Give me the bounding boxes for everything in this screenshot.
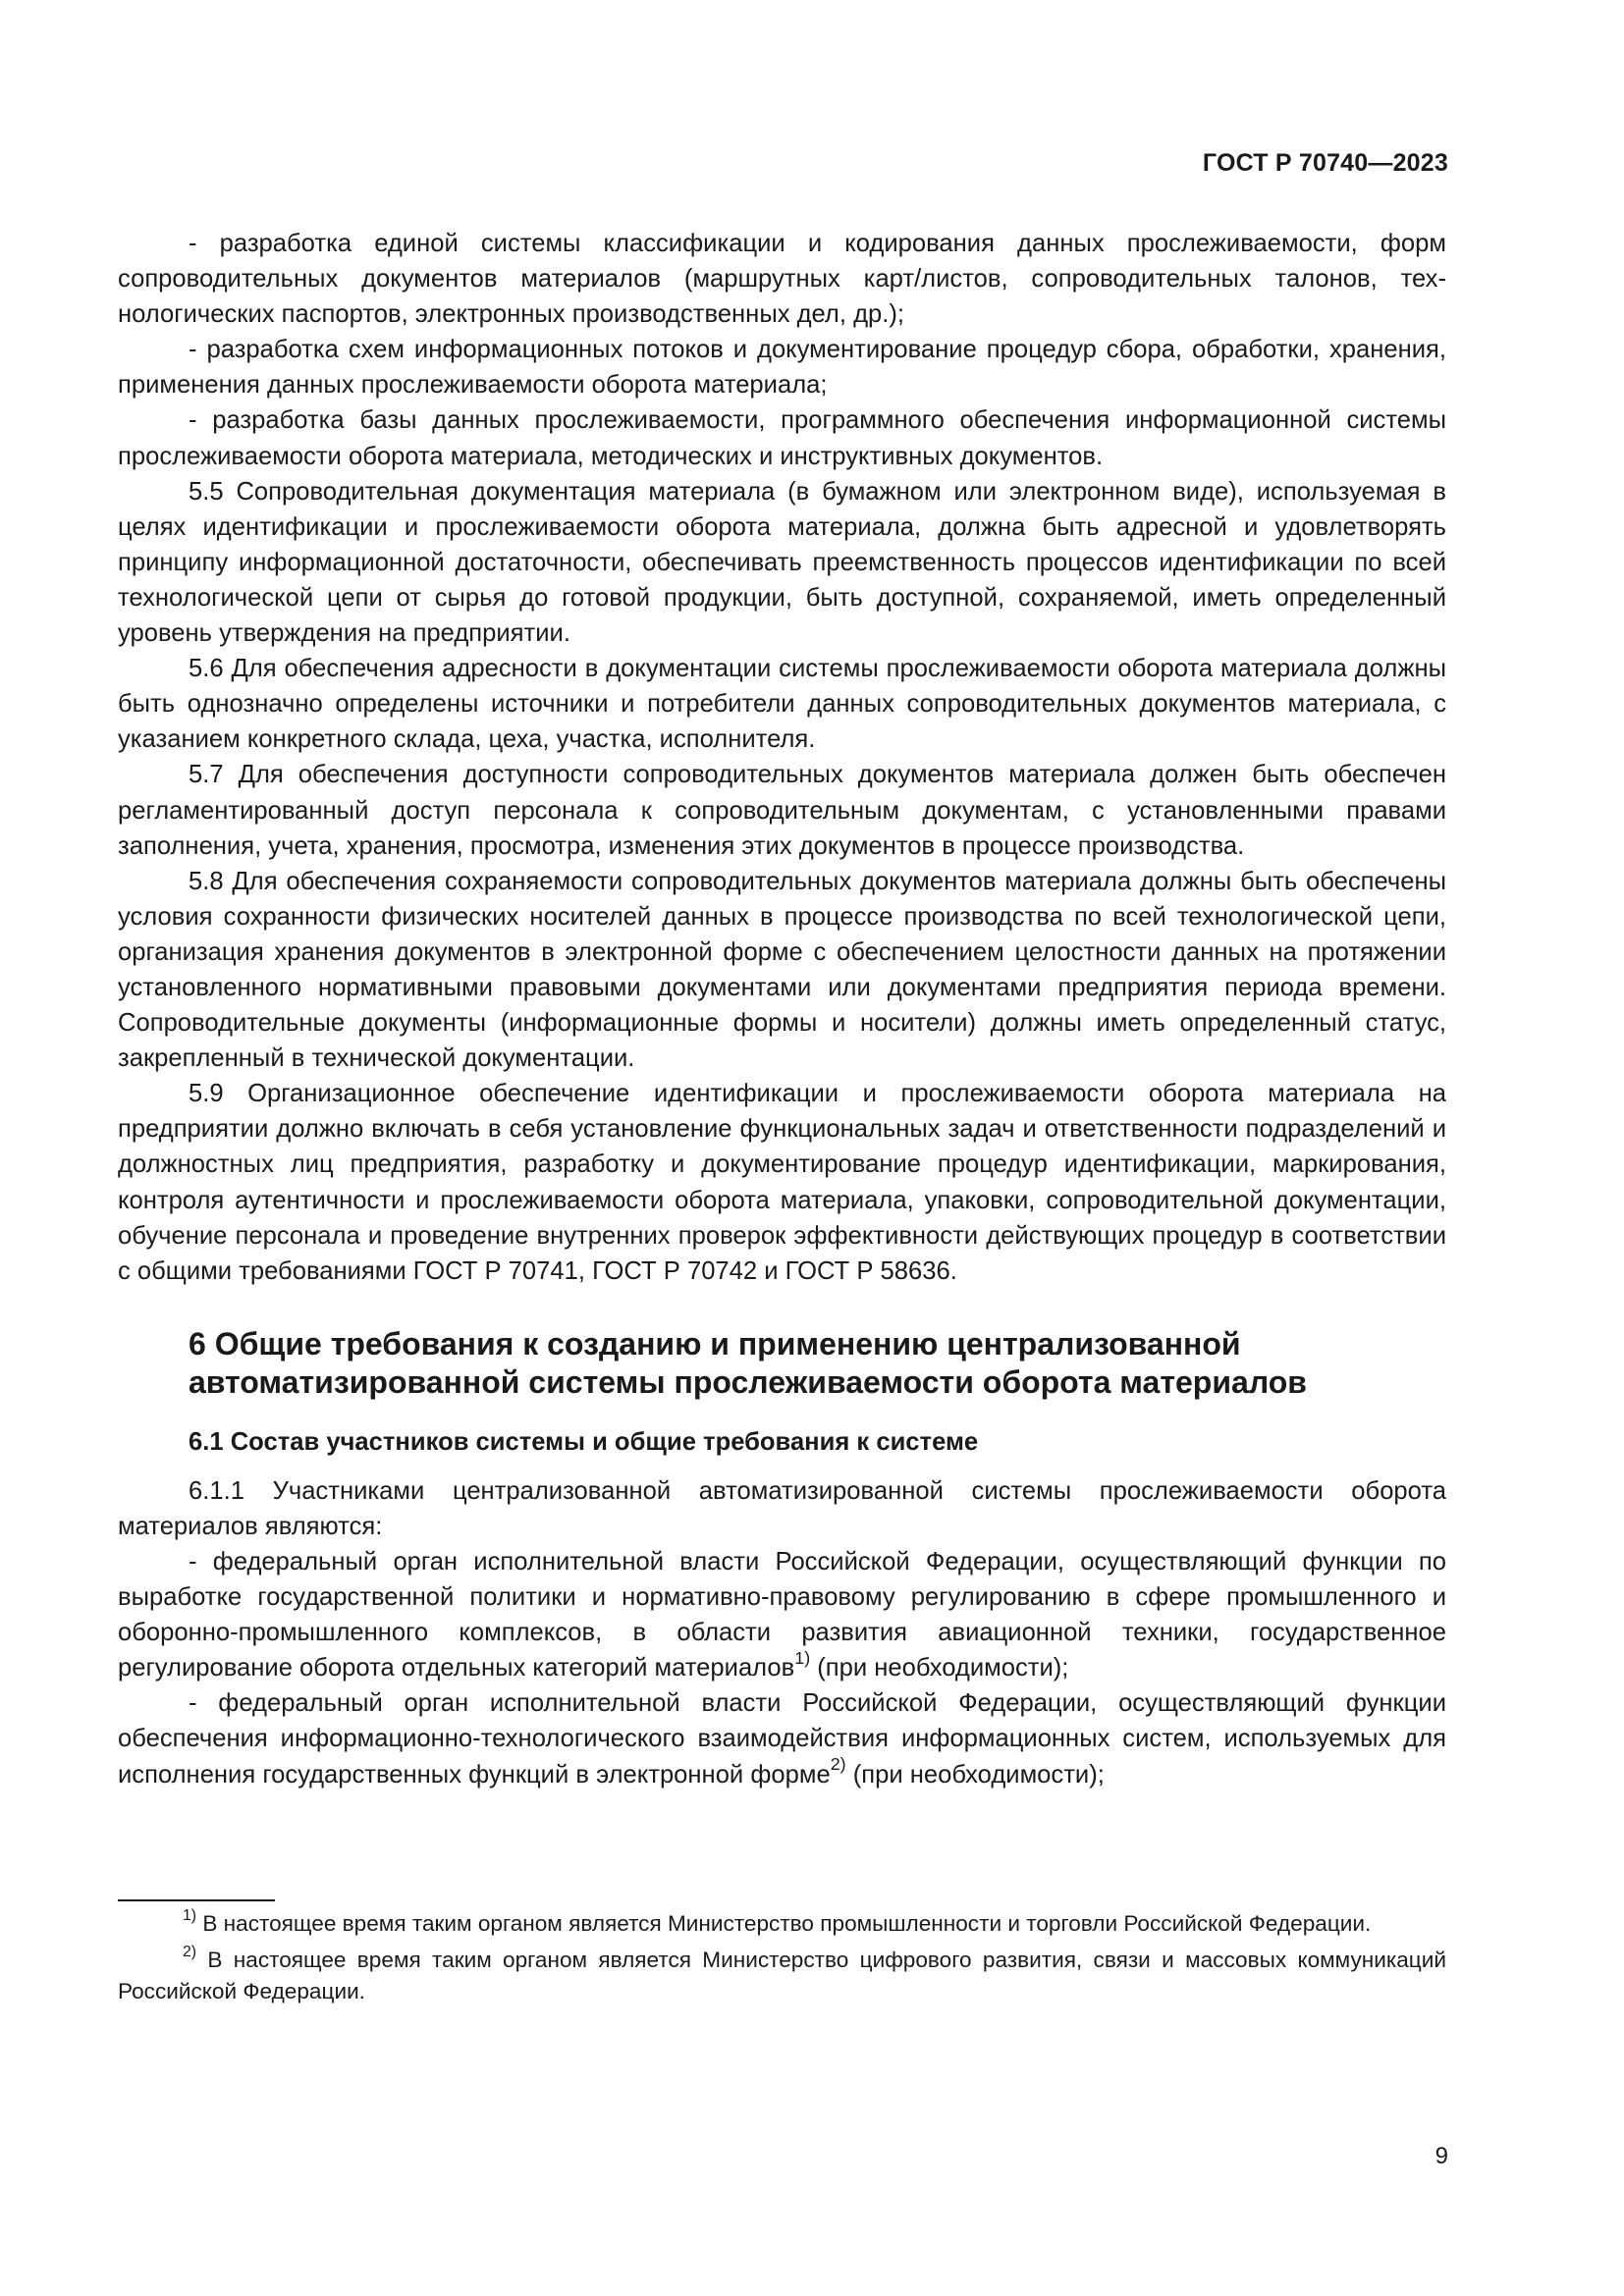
participant-item-2-text: - федеральный орган исполнительной власти Российской Федерации, осуществляющий функции обеспечения информационно-технологического взаимодействия информационных систем, используемых для исполнения государственных функций в электронной форме xyxy=(118,1689,1446,1789)
clause-5-6: 5.6 Для обеспечения адресности в документации системы прослеживаемости оборота материала должны быть однозначно определены источники и потребители данных сопроводительных документов материала, с указанием конкретного склада, цеха, участка, исполнителя. xyxy=(118,655,1446,754)
participant-item-1 xyxy=(118,1544,1446,1685)
footnote-1 xyxy=(118,1908,1446,1940)
clause-5-9: 5.9 Организационное обеспечение идентификации и прослеживаемости оборота материала на предприятии должно включать в себя установление функциональных задач и ответственности подразделений и должностных лиц предприятия, разработку и документирование процедур идентификации, маркирования, контроля аутентичности и прослеживаемости оборота материала, упаковки, сопроводительной документации, обучение персонала и проведение внутренних проверок эффективности действующих процедур в соответствии с общими требованиями ГОСТ Р 70741, ГОСТ Р 70742 и ГОСТ Р 58636. xyxy=(118,1080,1446,1285)
footnotes xyxy=(118,1908,1446,2012)
footnote-ref-1[interactable]: 1) xyxy=(794,1648,811,1669)
clause-5-8: 5.8 Для обеспечения сохраняемости сопроводительных документов материала должны быть обеспечены условия сохранности физических носителей данных в процессе производства по всей технологической цепи, организация хранения документов в электронной форме с обеспечением целостности данных на протяжении установленного нормативными правовыми документами или документами предприятия периода времени. Сопроводительные документы (информационные формы и носители) должны иметь определенный статус, закрепленный в технической документации. xyxy=(118,867,1446,1073)
participant-item-1-text: - федеральный орган исполнительной власти Российской Федерации, осуществляющий функции по выработке государственной политики и нормативно-правовому регулированию в сфере промышленного и оборонно-промышленного комплексов, в области развития авиационной техники, государственное регулирование оборота отдельных категорий материалов xyxy=(118,1548,1446,1682)
participant-item-2 xyxy=(118,1685,1446,1791)
section-6-heading-line-2: автоматизированной системы прослеживаемости оборота материалов xyxy=(189,1363,1307,1400)
page-body xyxy=(118,226,1446,1792)
footnote-2-text: В настоящее время таким органом является Министерство цифрового развития, связи и массовых коммуникаций Российской Федерации. xyxy=(118,1948,1446,2003)
list-item-classification: - разработка единой системы классификации и кодирования данных прослеживаемости, форм сопроводительных документов материалов (маршрутных карт/листов, сопроводительных талонов, технологических паспортов, электронных производственных дел, др.); xyxy=(118,230,1446,329)
page-number: 9 xyxy=(1435,2143,1448,2169)
section-6-heading xyxy=(118,1325,1446,1402)
list-item-info-flows: - разработка схем информационных потоков и документирование процедур сбора, обработки, хранения, применения данных прослеживаемости оборота материала; xyxy=(118,336,1446,400)
clause-5-5: 5.5 Сопроводительная документация материала (в бумажном или электронном виде), используемая в целях идентификации и прослеживаемости оборота материала, должна быть адресной и удовлетворять принципу информационной достаточности, обеспечивать преемственность процессов идентификации по всей технологической цепи от сырья до готовой продукции, быть доступной, сохраняемой, иметь определенный уровень утверждения на предприятии. xyxy=(118,477,1446,648)
subsection-6-1-heading: 6.1 Состав участников системы и общие требования к системе xyxy=(189,1427,979,1456)
footnote-ref-2[interactable]: 2) xyxy=(830,1754,846,1775)
clause-6-1-1: 6.1.1 Участниками централизованной автоматизированной системы прослеживаемости оборота материалов являются: xyxy=(118,1476,1446,1540)
footnote-1-text: В настоящее время таким органом является Министерство промышленности и торговли Российской Федерации. xyxy=(196,1911,1372,1936)
footnote-2-mark: 2) xyxy=(183,1944,197,1961)
list-item-database: - разработка базы данных прослеживаемости, программного обеспечения информационной системы прослеживаемости оборота материала, методических и инструктивных документов. xyxy=(118,406,1446,470)
footnote-divider xyxy=(118,1899,275,1901)
clause-5-7: 5.7 Для обеспечения доступности сопроводительных документов материала должен быть обеспечен регламентированный доступ персонала к сопроводительным документам, с установленными правами заполнения, учета, хранения, просмотра, изменения этих документов в процессе производства. xyxy=(118,761,1446,860)
participant-item-2-tail: (при необходимости); xyxy=(845,1760,1105,1789)
footnote-1-mark: 1) xyxy=(183,1907,197,1925)
document-header-code: ГОСТ Р 70740—2023 xyxy=(1202,149,1448,177)
footnote-2 xyxy=(118,1945,1446,2007)
section-6-heading-line-1: 6 Общие требования к созданию и применению централизованной xyxy=(189,1325,1241,1362)
participant-item-1-tail: (при необходимости); xyxy=(810,1654,1069,1682)
